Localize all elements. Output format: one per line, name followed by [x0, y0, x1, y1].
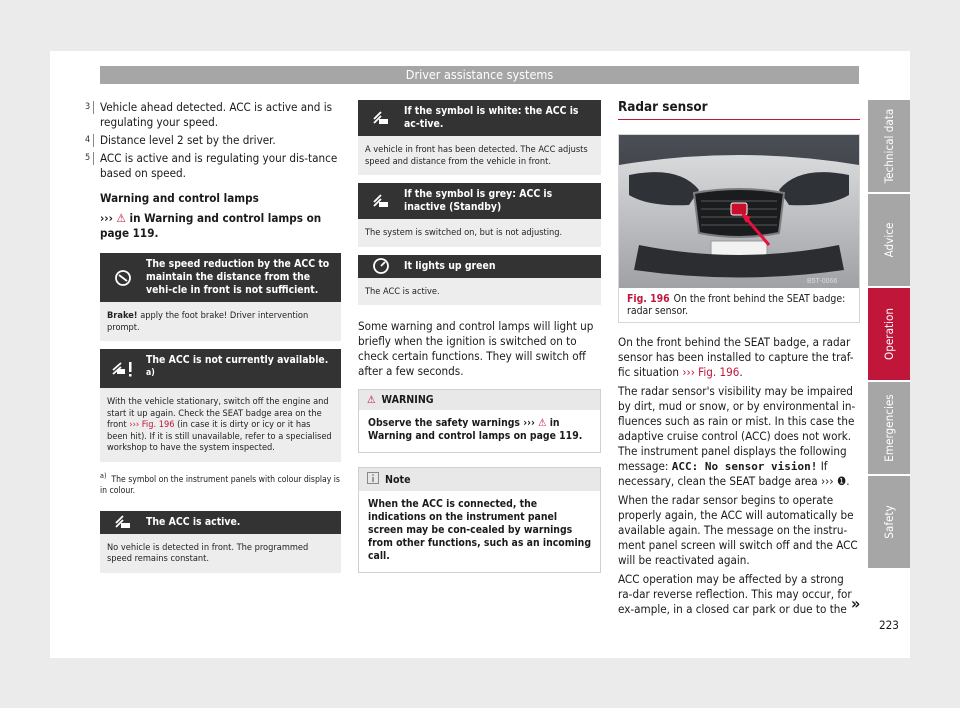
item-marker: 5 [85, 153, 91, 163]
lamp-entry [100, 253, 341, 341]
lamp-title: The speed reduction by the ACC to maintain the distance from the vehi-cle in front is not sufficient. [146, 258, 330, 296]
tab-label: Advice [882, 222, 896, 258]
chapter-header: Driver assistance systems [100, 66, 859, 84]
acc-grey-icon [358, 192, 404, 210]
paragraph: When the radar sensor begins to operate properly again, the ACC will automatically be available again. The message on the instru-ment panel screen will switch off and the ACC will be reactivated again. [618, 493, 858, 567]
footnote-text: The symbol on the instrument panels with colour display is in colour. [100, 474, 340, 496]
paragraph: Some warning and control lamps will light up briefly when the ignition is switched on to check certain functions. They will switch off after a few seconds. [358, 319, 594, 378]
lamp-description: No vehicle is detected in front. The programmed speed remains constant. [107, 541, 309, 565]
lamp-title: The ACC is active. [146, 515, 241, 528]
lamp-title: If the symbol is white: the ACC is ac-tive. [404, 105, 579, 130]
tab-safety[interactable] [868, 476, 910, 568]
warning-label: WARNING [381, 394, 434, 406]
para-text: The radar sensor's visibility may be impaired by dirt, mud or snow, or by environmental in-fluences such as rain or mist. In this case the adaptive cruise control (ACC) does not work. The instrument panel displays the following message: [618, 384, 856, 473]
tab-advice[interactable] [868, 194, 910, 286]
note-text: When the ACC is connected, the indications on the instrument panel screen may be con-cealed by warnings from other functions, such as an incoming call. [368, 498, 592, 562]
lamp-title: It lights up green [404, 259, 496, 272]
tab-label: Operation [882, 308, 896, 360]
figure-link[interactable]: ››› Fig. 196 [682, 365, 740, 379]
warning-triangle-icon: ⚠ [367, 394, 376, 406]
lamp-title-text: The ACC is not currently available. [146, 354, 329, 366]
column-middle [358, 100, 601, 573]
lamp-entry [358, 255, 601, 306]
warning-circle-icon: ❶ [836, 474, 847, 488]
lamp-header [358, 100, 601, 136]
para-text: . [846, 474, 850, 488]
acc-white-icon [358, 109, 404, 127]
tab-operation[interactable] [868, 288, 910, 380]
ref-arrows: ››› [100, 211, 113, 225]
lamp-header [358, 183, 601, 219]
ref-arrows[interactable]: ››› [821, 474, 834, 488]
list-item [85, 151, 341, 181]
lamp-description: A vehicle in front has been detected. The ACC adjusts speed and distance from the vehicle in front. [365, 144, 588, 167]
ref-text: in Warning and control lamps on page 119. [100, 211, 322, 240]
ref-arrows[interactable]: ››› [523, 417, 535, 429]
item-marker: 4 [85, 135, 91, 145]
lamp-description: The ACC is active. [365, 285, 440, 297]
paragraph [618, 384, 860, 489]
list-item [85, 100, 341, 130]
warning-triangle-icon: ⚠ [538, 417, 547, 429]
warning-box [358, 389, 601, 453]
lamp-header [100, 511, 341, 534]
display-message: ACC: No sensor vision! [671, 460, 818, 473]
column-left [85, 100, 341, 581]
item-text: ACC is active and is regulating your dis-tance based on speed. [100, 151, 338, 180]
warning-text [359, 410, 600, 452]
section-title: Warning and control lamps [100, 191, 259, 205]
column-right [618, 100, 860, 621]
lamp-entry [358, 100, 601, 175]
tab-label: Technical data [882, 108, 896, 184]
speed-reduction-icon [100, 269, 146, 287]
lamp-header [100, 253, 341, 302]
acc-active-icon [100, 513, 146, 531]
note-label: Note [385, 473, 411, 486]
tab-technical-data[interactable] [868, 100, 910, 192]
note-header [359, 468, 600, 491]
item-marker: 3 [85, 102, 91, 112]
side-tabs [868, 100, 910, 570]
lamp-title: If the symbol is grey: ACC is inactive (Standby) [404, 188, 553, 213]
lamp-entry [358, 183, 601, 247]
warning-triangle-icon: ⚠ [116, 211, 126, 225]
warning-text-part: in Warning and control lamps on page 119. [368, 417, 583, 442]
figure-label: Fig. 196 [627, 293, 670, 305]
tab-emergencies[interactable] [868, 382, 910, 474]
item-text: Distance level 2 set by the driver. [100, 133, 276, 147]
lamp-description [100, 388, 341, 462]
lamp-description [100, 302, 341, 341]
para-text: If necessary, clean the SEAT badge area [618, 459, 828, 488]
tab-label: Safety [882, 505, 896, 539]
continue-mark: » [851, 594, 861, 613]
para-text: On the front behind the SEAT badge, a radar sensor has been installed to capture the traf-fic situation [618, 335, 854, 379]
lamp-title [146, 349, 341, 388]
lamp-header [100, 349, 341, 388]
tab-label: Emergencies [882, 394, 896, 462]
lamp-description: The system is switched on, but is not adjusting. [365, 227, 563, 238]
lamp-entry [100, 349, 341, 462]
figure [618, 134, 860, 323]
lamp-header [358, 255, 601, 278]
paragraph: ACC operation may be affected by a strong ra-dar reverse reflection. This may occur, for ex-ample, in a closed car park or due to the [618, 572, 852, 616]
para-text: . [739, 365, 743, 379]
lamp-body-text: apply the foot brake! Driver intervention prompt. [107, 310, 309, 333]
lamp-body-text: (in case it is dirty or icy or it has been hit). If it is still unavailable, refer to a specialised workshop to have the system inspected. [107, 419, 332, 454]
lamp-body-bold: Brake! [107, 310, 138, 321]
caption-text: On the front behind the SEAT badge: radar sensor. [627, 293, 846, 317]
info-icon [367, 472, 379, 487]
lamp-entry [100, 511, 341, 573]
acc-green-icon [358, 257, 404, 275]
figure-link[interactable]: ››› Fig. 196 [129, 419, 175, 431]
section-heading: Radar sensor [618, 100, 860, 120]
list-item [85, 133, 341, 148]
figure-caption [619, 288, 859, 322]
acc-unavailable-icon [100, 360, 146, 378]
footnote-marker: a) [100, 470, 107, 480]
figure-code: B5T-0066 [807, 278, 838, 285]
footnote-ref: a) [146, 368, 155, 378]
page-number: 223 [879, 618, 899, 632]
item-text: Vehicle ahead detected. ACC is active and is regulating your speed. [100, 100, 333, 129]
cross-reference[interactable] [100, 211, 341, 241]
lamp-body-text: With the vehicle stationary, switch off the engine and start it up again. Check the SEAT badge area on the front [107, 396, 329, 431]
car-front-photo [619, 135, 859, 288]
warning-header [359, 390, 600, 410]
paragraph [618, 335, 860, 380]
footnote [100, 470, 341, 497]
warning-text-part: Observe the safety warnings [368, 417, 524, 429]
note-box [358, 467, 601, 573]
